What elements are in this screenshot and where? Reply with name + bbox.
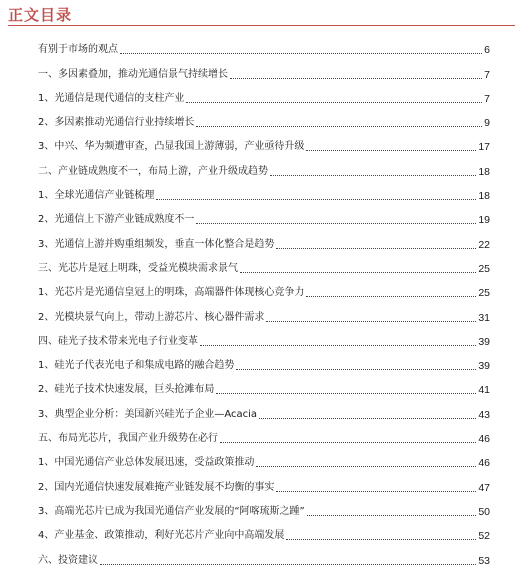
toc-leader-dots: [200, 345, 476, 346]
toc-entry-label: 1、光芯片是光通信皇冠上的明珠，高端器件体现核心竞争力: [38, 287, 305, 299]
toc-entry-label: 五、布局光芯片，我国产业升级势在必行: [38, 433, 218, 445]
toc-entry-page: 53: [478, 554, 490, 567]
toc-leader-dots: [156, 199, 476, 200]
toc-entry-page: 43: [478, 408, 490, 421]
toc-entry[interactable]: [38, 548, 490, 572]
toc-leader-dots: [306, 150, 476, 151]
toc-entry[interactable]: [38, 451, 490, 475]
toc-entry[interactable]: [38, 257, 490, 281]
toc-entry[interactable]: [38, 111, 490, 135]
toc-entry-page: 18: [478, 190, 490, 203]
toc-entry-label: 1、全球光通信产业链梳理: [38, 190, 155, 202]
toc-entry-page: 25: [478, 262, 490, 275]
toc-entry[interactable]: [38, 87, 490, 111]
toc-entry[interactable]: [38, 184, 490, 208]
toc-entry-page: 46: [478, 433, 490, 446]
toc-leader-dots: [270, 175, 476, 176]
toc-entry-label: 2、国内光通信快速发展难掩产业链发展不均衡的事实: [38, 481, 275, 493]
toc-entry-page: 46: [478, 457, 490, 470]
toc-entry-page: 9: [484, 117, 490, 130]
toc-entry-page: 50: [478, 505, 490, 518]
toc-entry[interactable]: [38, 135, 490, 159]
toc-leader-dots: [196, 126, 482, 127]
page-title: 正文目录: [8, 6, 73, 24]
toc-leader-dots: [259, 418, 476, 419]
toc-entry-label: 3、典型企业分析：美国新兴硅光子企业—Acacia: [38, 408, 258, 420]
toc-leader-dots: [230, 78, 482, 79]
toc-entry-page: 7: [484, 92, 490, 105]
toc-entry-label: 2、硅光子技术快速发展，巨头抢滩布局: [38, 384, 215, 396]
toc-leader-dots: [266, 321, 476, 322]
toc-entry-page: 7: [484, 68, 490, 81]
toc-entry-label: 3、高端光芯片已成为我国光通信产业发展的“阿喀琉斯之踵”: [38, 505, 305, 517]
toc-leader-dots: [256, 466, 476, 467]
toc-entry-label: 1、光通信是现代通信的支柱产业: [38, 92, 185, 104]
toc-entry-page: 41: [478, 384, 490, 397]
toc-entry[interactable]: [38, 62, 490, 86]
toc-leader-dots: [120, 53, 482, 54]
toc-entry-label: 六、投资建议: [38, 554, 98, 566]
toc-leader-dots: [286, 539, 476, 540]
toc-entry-label: 2、光模块景气向上，带动上游芯片、核心器件需求: [38, 311, 265, 323]
toc-entry[interactable]: [38, 281, 490, 305]
toc-leader-dots: [216, 393, 476, 394]
toc-entry-label: 4、产业基金、政策推动，利好光芯片产业向中高端发展: [38, 530, 285, 542]
toc-entry-page: 6: [484, 44, 490, 57]
toc-entry-label: 3、中兴、华为频遭审查，凸显我国上游薄弱，产业亟待升级: [38, 141, 305, 153]
toc-leader-dots: [100, 564, 476, 565]
toc-entry-page: 18: [478, 165, 490, 178]
toc-entry-page: 39: [478, 360, 490, 373]
toc-leader-dots: [306, 296, 476, 297]
toc-entry-label: 1、中国光通信产业总体发展迅速，受益政策推动: [38, 457, 255, 469]
toc-entry-label: 四、硅光子技术带来光电子行业变革: [38, 335, 198, 347]
toc-leader-dots: [236, 369, 476, 370]
toc-entry-page: 39: [478, 335, 490, 348]
toc-entry[interactable]: [38, 232, 490, 256]
toc-entry[interactable]: [38, 159, 490, 183]
toc-entry[interactable]: [38, 427, 490, 451]
toc-entry[interactable]: [38, 524, 490, 548]
toc-entry[interactable]: [38, 475, 490, 499]
toc-entry[interactable]: [38, 354, 490, 378]
toc-entry-label: 3、光通信上游并购重组频发，垂直一体化整合是趋势: [38, 238, 275, 250]
toc-entry-label: 三、光芯片是冠上明珠，受益光模块需求景气: [38, 262, 238, 274]
toc-entry[interactable]: [38, 402, 490, 426]
toc-entry-page: 47: [478, 481, 490, 494]
toc-leader-dots: [276, 248, 476, 249]
toc-entry-page: 22: [478, 238, 490, 251]
toc-entry-page: 25: [478, 287, 490, 300]
toc-entry-page: 31: [478, 311, 490, 324]
toc-entry-label: 一、多因素叠加，推动光通信景气持续增长: [38, 68, 228, 80]
toc-entry[interactable]: [38, 378, 490, 402]
toc-leader-dots: [186, 102, 482, 103]
toc-entry-label: 有别于市场的观点: [38, 44, 118, 56]
toc-leader-dots: [220, 442, 476, 443]
toc-leader-dots: [240, 272, 476, 273]
toc-leader-dots: [276, 491, 476, 492]
toc-entry[interactable]: [38, 500, 490, 524]
toc-entry-label: 二、产业链成熟度不一，布局上游，产业升级成趋势: [38, 165, 268, 177]
toc-entry[interactable]: [38, 330, 490, 354]
toc-entry-page: 17: [478, 141, 490, 154]
toc-entry-page: 52: [478, 530, 490, 543]
toc-entry-label: 2、光通信上下游产业链成熟度不一: [38, 214, 195, 226]
toc-entry-label: 2、多因素推动光通信行业持续增长: [38, 117, 195, 129]
title-divider: [8, 25, 515, 26]
toc-entry-label: 1、硅光子代表光电子和集成电路的融合趋势: [38, 360, 235, 372]
toc-entry[interactable]: [38, 208, 490, 232]
table-of-contents: [38, 38, 490, 573]
toc-entry-page: 19: [478, 214, 490, 227]
toc-entry[interactable]: [38, 305, 490, 329]
toc-entry[interactable]: [38, 38, 490, 62]
toc-leader-dots: [307, 515, 477, 516]
toc-leader-dots: [196, 223, 476, 224]
